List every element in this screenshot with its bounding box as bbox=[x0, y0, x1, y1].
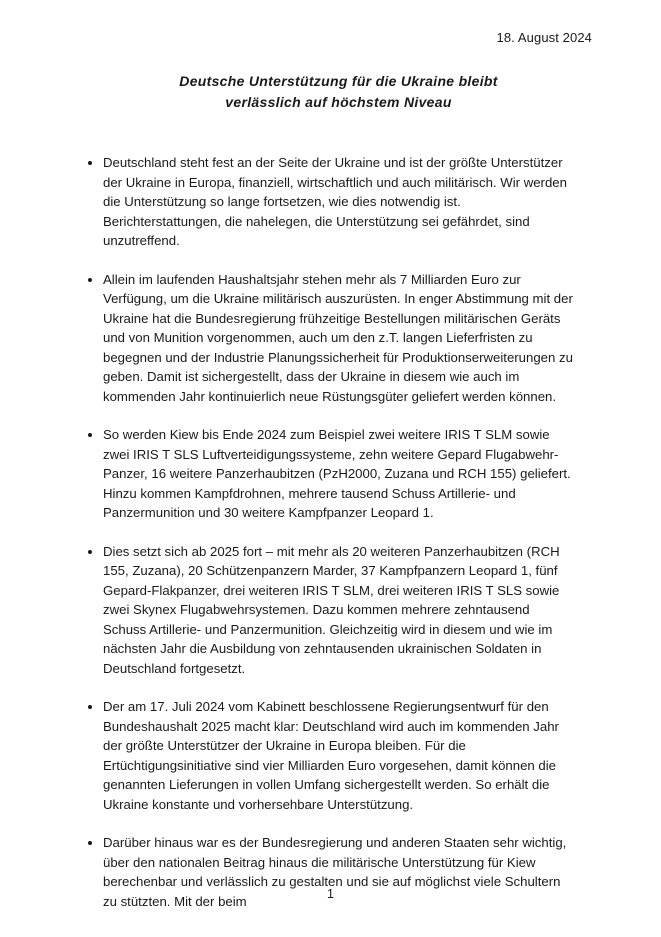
bullet-list bbox=[85, 153, 575, 911]
list-item: • Darüber hinaus war es der Bundesregierung und anderen Staaten sehr wichtig, über den nationalen Beitrag hinaus die militärische Unterstützung für Kiew berechenbar und verlässlich zu gestalten und sie auf möglichst viele Schultern zu stützten. Mit der beim bbox=[103, 833, 575, 911]
list-item: • Dies setzt sich ab 2025 fort – mit mehr als 20 weiteren Panzerhaubitzen (RCH 155, Zuzana), 20 Schützenpanzern Marder, 37 Kampfpanzern Leopard 1, fünf Gepard-Flakpanzer, drei weiteren IRIS T SLM, drei weiteren IRIS T SLS sowie zwei Skynex Flugabwehrsystemen. Dazu kommen mehrere zehntausend Schuss Artillerie- und Panzermunition. Gleichzeitig wird in diesem und wie im nächsten Jahr die Ausbildung von zehntausenden ukrainischen Soldaten in Deutschland fortgesetzt. bbox=[103, 542, 575, 679]
title-line-2: verlässlich auf höchstem Niveau bbox=[225, 94, 452, 110]
document-date: 18. August 2024 bbox=[496, 30, 592, 45]
list-item: • So werden Kiew bis Ende 2024 zum Beispiel zwei weitere IRIS T SLM sowie zwei IRIS T SLS Luftverteidigungssysteme, zehn weitere Gepard Flugabwehr-Panzer, 16 weitere Panzerhaubitzen (PzH2000, Zuzana und RCH 155) geliefert. Hinzu kommen Kampfdrohnen, mehrere tausend Schuss Artillerie- und Panzermunition und 30 weitere Kampfpanzer Leopard 1. bbox=[103, 425, 575, 523]
title-line-1: Deutsche Unterstützung für die Ukraine bleibt bbox=[179, 73, 498, 89]
page-number: 1 bbox=[327, 887, 334, 901]
list-item: • Allein im laufenden Haushaltsjahr stehen mehr als 7 Milliarden Euro zur Verfügung, um die Ukraine militärisch auszurüsten. In enger Abstimmung mit der Ukraine hat die Bundesregierung frühzeitige Bestellungen militärischen Geräts und von Munition vorgenommen, auch um den z.T. langen Lieferfristen zu begegnen und der Industrie Planungssicherheit für Produktionserweiterungen zu geben. Damit ist sichergestellt, dass der Ukraine in diesem wie auch im kommenden Jahr kontinuierlich neue Rüstungsgüter geliefert werden können. bbox=[103, 270, 575, 407]
list-item: • Der am 17. Juli 2024 vom Kabinett beschlossene Regierungsentwurf für den Bundeshaushalt 2025 macht klar: Deutschland wird auch im kommenden Jahr der größte Unterstützer der Ukraine in Europa bleiben. Für die Ertüchtigungsinitiative sind vier Milliarden Euro vorgesehen, damit können die genannten Lieferungen in vollen Umfang sichergestellt werden. So erhält die Ukraine konstante und vorhersehbare Unterstützung. bbox=[103, 697, 575, 814]
list-item: • Deutschland steht fest an der Seite der Ukraine und ist der größte Unterstützer der Ukraine in Europa, finanziell, wirtschaftlich und auch militärisch. Wir werden die Unterstützung so lange fortsetzen, wie dies notwendig ist. Berichterstattungen, die nahelegen, die Unterstützung sei gefährdet, sind unzutreffend. bbox=[103, 153, 575, 251]
document-title bbox=[85, 71, 592, 113]
